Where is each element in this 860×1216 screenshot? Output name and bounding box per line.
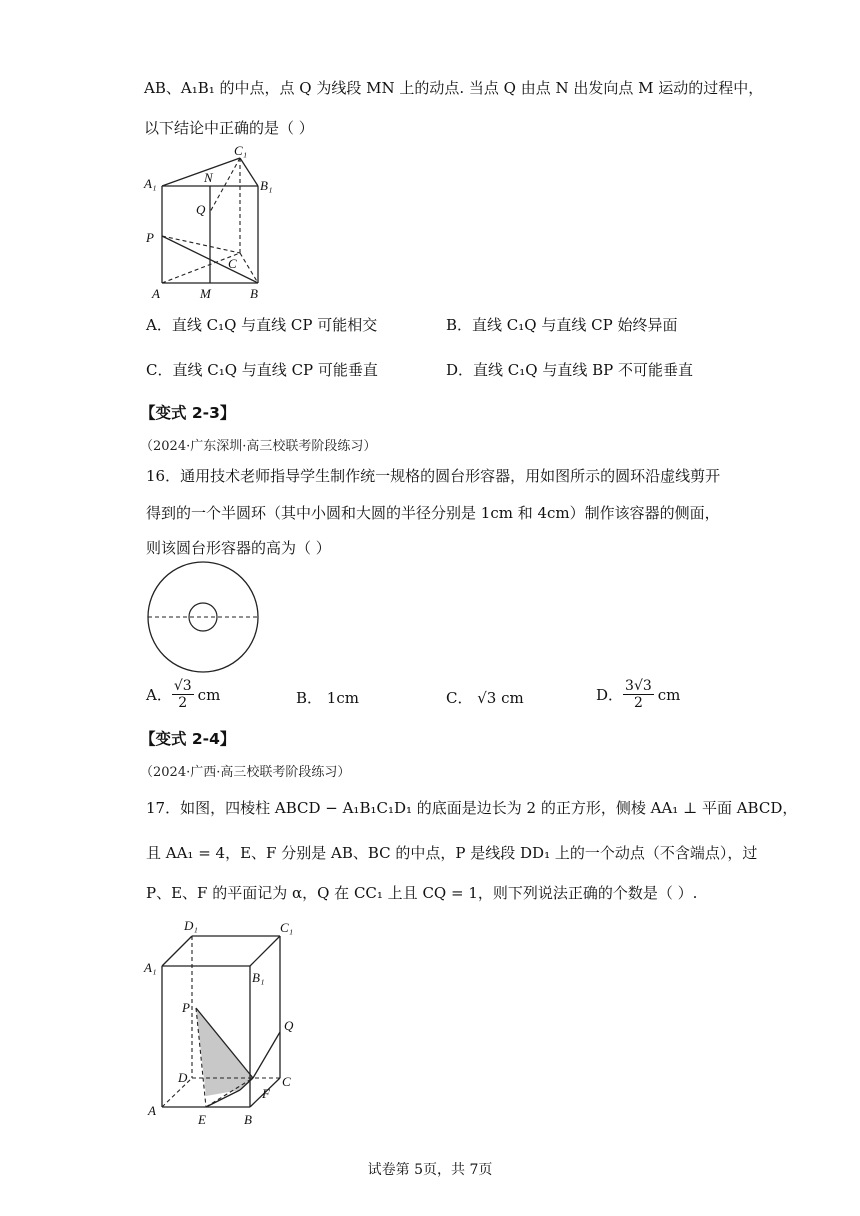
fraction: $\frac{3√3}{2}$ [625, 678, 652, 711]
q16-text-line3: 则该圆台形容器的高为（ ） [146, 539, 331, 557]
q16-option-b: B． 1cm [296, 689, 359, 707]
label-B: B [250, 286, 258, 301]
label-A: A [148, 1103, 156, 1118]
label-M: M [200, 286, 211, 301]
label-D: D [178, 1070, 188, 1085]
label-N: N [204, 170, 213, 185]
label-F: F [262, 1086, 270, 1101]
q17-text-line2: 且 AA₁ = 4，E、F 分别是 AB、BC 的中点，P 是线段 DD₁ 上的一个动点（不含端点），过 [146, 844, 758, 862]
label-P: P [146, 230, 154, 245]
label-D1: D₁ [184, 918, 198, 933]
q17-text-line3: P、E、F 的平面记为 α，Q 在 CC₁ 上且 CQ = 1，则下列说法正确的个数是（ ）. [146, 884, 698, 902]
label-Q: Q [284, 1018, 294, 1033]
label-C: C [228, 256, 237, 271]
label-C: C [282, 1074, 291, 1089]
variant-2-3-heading: 【变式 2-3】 [140, 404, 236, 422]
label-P: P [182, 1000, 190, 1015]
label-Q: Q [196, 202, 206, 217]
label-C1: C₁ [234, 143, 248, 158]
label-B1: B₁ [252, 970, 265, 985]
variant-2-3-source: （2024·广东深圳·高三校联考阶段练习） [140, 439, 377, 454]
q15-figure [140, 140, 280, 305]
q15-option-d: D．直线 C₁Q 与直线 BP 不可能垂直 [446, 361, 694, 379]
label-B1: B₁ [260, 178, 273, 193]
label-A1: A₁ [144, 960, 157, 975]
q15-text-line2: 以下结论中正确的是（ ） [144, 119, 314, 137]
q17-text-line1: 17．如图，四棱柱 ABCD − A₁B₁C₁D₁ 的底面是边长为 2 的正方形，侧棱 AA₁ ⊥ 平面 ABCD， [146, 799, 798, 817]
q16-option-a: A． $\frac{√3}{2}$ cm [146, 678, 221, 711]
q17-prism-figure [140, 912, 310, 1132]
q15-text-line1: AB、A₁B₁ 的中点，点 Q 为线段 MN 上的动点. 当点 Q 由点 N 出发向点 M 运动的过程中， [144, 79, 764, 97]
page-footer: 试卷第 5页，共 7页 [367, 1162, 493, 1178]
q16-annulus-figure [146, 560, 266, 680]
label-B: B [244, 1112, 252, 1127]
label-A: A [152, 286, 160, 301]
q16-option-d: D． $\frac{3√3}{2}$ cm [596, 678, 681, 711]
label-C1: C₁ [280, 920, 294, 935]
q16-text-line2: 得到的一个半圆环（其中小圆和大圆的半径分别是 1cm 和 4cm）制作该容器的侧面， [146, 504, 720, 522]
q15-option-b: B．直线 C₁Q 与直线 CP 始终异面 [446, 316, 678, 334]
variant-2-4-source: （2024·广西·高三校联考阶段练习） [140, 765, 351, 780]
q15-option-c: C．直线 C₁Q 与直线 CP 可能垂直 [146, 361, 378, 379]
label-A1: A₁ [144, 176, 157, 191]
q15-option-a: A．直线 C₁Q 与直线 CP 可能相交 [146, 316, 378, 334]
q16-text-line1: 16．通用技术老师指导学生制作统一规格的圆台形容器，用如图所示的圆环沿虚线剪开 [146, 467, 721, 485]
fraction: $\frac{√3}{2}$ [173, 678, 192, 711]
label-E: E [198, 1112, 206, 1127]
q16-option-c: C． √3 cm [446, 689, 524, 707]
variant-2-4-heading: 【变式 2-4】 [140, 730, 236, 748]
